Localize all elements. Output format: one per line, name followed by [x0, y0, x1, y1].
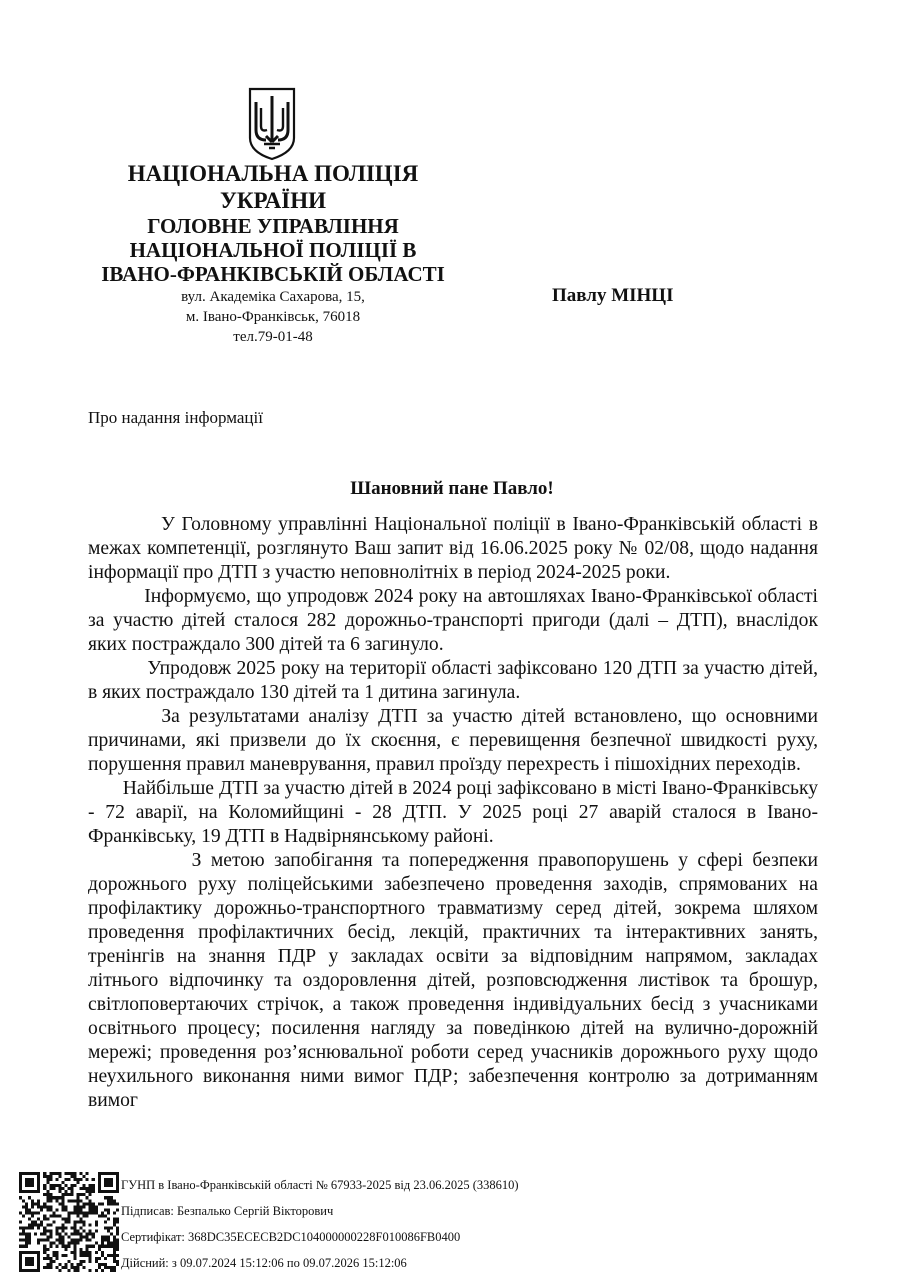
- paragraph: У Головному управлінні Національної поліції в Івано-Франківській області в межах компетенції, розглянуто Ваш запит від 16.06.2025 року № 02/08, щодо надання інформації про ДТП з участю неповнолітніх в період 2024-2025 роки.: [88, 514, 818, 583]
- org-name-line1: НАЦІОНАЛЬНА ПОЛІЦІЯ: [127, 161, 419, 186]
- coat-of-arms-icon: [247, 86, 297, 162]
- org-phone: тел.79-01-48: [233, 329, 313, 345]
- greeting: Шановний пане Павло!: [350, 478, 554, 499]
- certificate-validity: Дійсний: з 09.07.2024 15:12:06 по 09.07.2026 15:12:06: [121, 1256, 407, 1270]
- organization-header: [78, 160, 468, 346]
- certificate-number: Сертифікат: 368DC35ECECB2DC104000000228F010086FB0400: [121, 1230, 461, 1244]
- org-name-line3: ГОЛОВНЕ УПРАВЛІННЯ: [147, 214, 399, 238]
- org-address-line2: м. Івано-Франківськ, 76018: [185, 309, 361, 325]
- paragraph: За результатами аналізу ДТП за участю дітей встановлено, що основними причинами, які призвели до їх скоєння, є перевищення безпечної швидкості руху, порушення правил маневрування, правил проїзду перехресть і пішохідних переходів.: [88, 706, 818, 775]
- org-name-line4: НАЦІОНАЛЬНОЇ ПОЛІЦІЇ В: [129, 238, 417, 262]
- signed-by: Підписав: Безпалько Сергій Вікторович: [121, 1204, 334, 1218]
- org-name-line2: УКРАЇНИ: [219, 188, 326, 213]
- letter-body: [88, 513, 818, 1111]
- org-address-line1: вул. Академіка Сахарова, 15,: [181, 289, 365, 305]
- paragraph: Інформуємо, що упродовж 2024 року на автошляхах Івано-Франківської області за участю дітей сталося 282 дорожньо-транспорті пригоди (далі – ДТП), внаслідок яких постраждало 300 дітей та 6 загинуло.: [88, 586, 818, 655]
- digital-signature-block: [15, 1168, 904, 1280]
- paragraph: Найбільше ДТП за участю дітей в 2024 році зафіксовано в місті Івано-Франківську - 72 аварії, на Коломийщині - 28 ДТП. У 2025 році 27 аварій сталося в Івано-Франківську, 19 ДТП в Надвірнянському районі.: [88, 778, 818, 847]
- qr-code-icon: [19, 1172, 119, 1272]
- recipient-name: Павлу МІНЦІ: [552, 285, 674, 306]
- paragraph: Упродовж 2025 року на території області зафіксовано 120 ДТП за участю дітей, в яких постраждало 130 дітей та 1 дитина загинула.: [88, 658, 818, 703]
- registration-number: ГУНП в Івано-Франківській області № 67933-2025 від 23.06.2025 (338610): [121, 1178, 519, 1192]
- letter-subject: Про надання інформації: [88, 408, 263, 427]
- org-name-line5: ІВАНО-ФРАНКІВСЬКІЙ ОБЛАСТІ: [101, 262, 445, 286]
- paragraph: З метою запобігання та попередження правопорушень у сфері безпеки дорожнього руху поліцейськими забезпечено проведення заходів, спрямованих на профілактику дорожньо-транспортного травматизму серед дітей, зокрема шляхом проведення профілактичних бесід, лекцій, практичних та інтерактивних занять, тренінгів на знання ПДР у закладах освіти за відповідним напрямом, закладах літнього відпочинку та оздоровлення дітей, розповсюдження листівок та брошур, світлоповертаючих стрічок, а також проведення індивідуальних бесід з учасниками освітнього процесу; посилення нагляду за поведінкою дітей на вулично-дорожній мережі; проведення роз’яснювальної роботи серед учасників дорожнього руху щодо неухильного виконання ними вимог ПДР; забезпечення контролю за дотриманням вимог: [88, 850, 818, 1111]
